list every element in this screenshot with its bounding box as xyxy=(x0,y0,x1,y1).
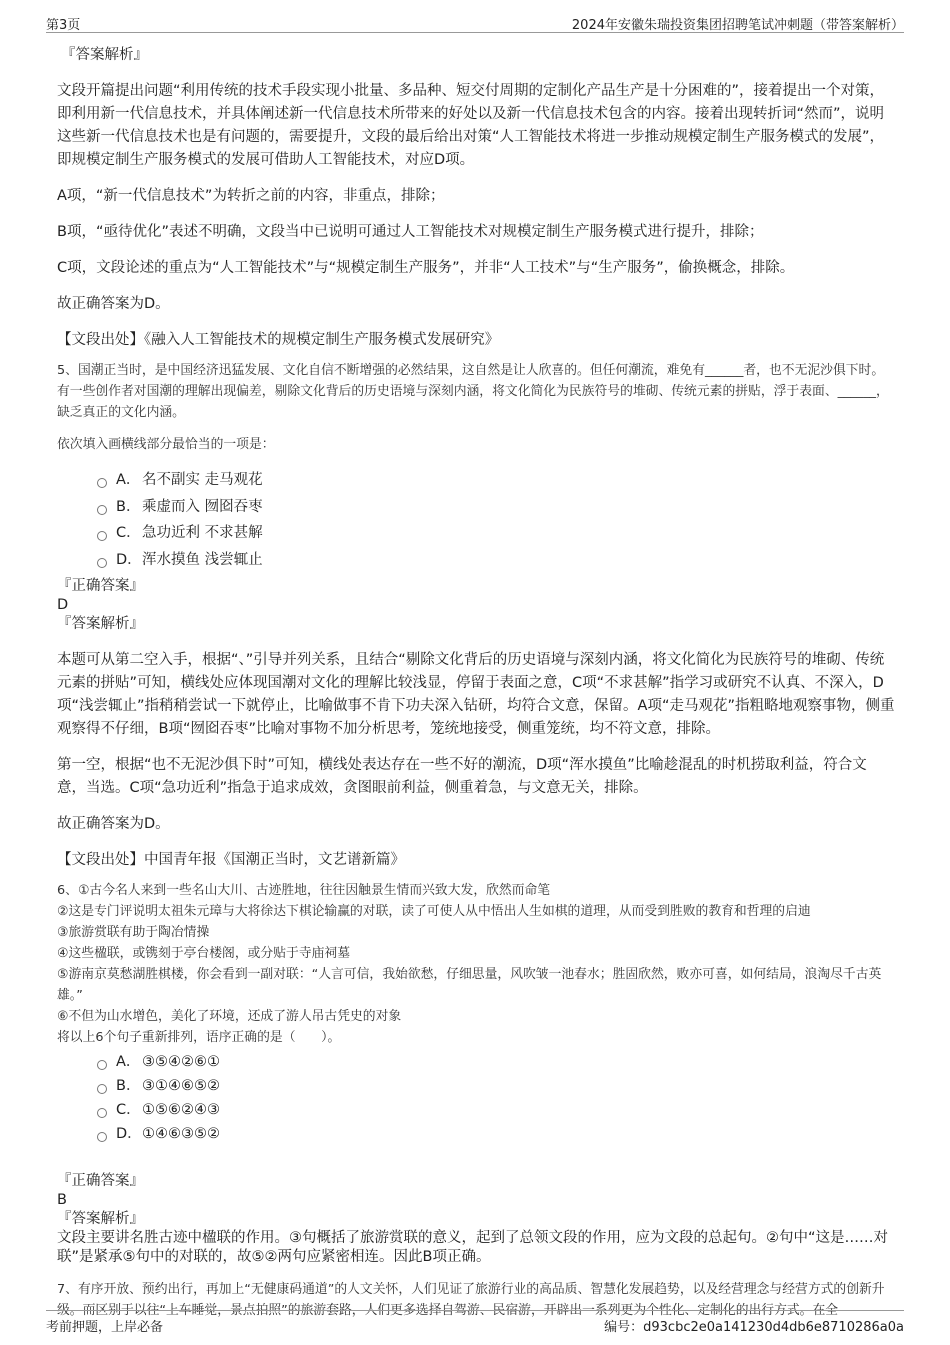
q6-sentence-5: ⑤游南京莫愁湖胜棋楼，你会看到一副对联：“人言可信，我始欲愁，仔细思量，风吹皱一池春水；胜固欣然，败亦可喜，如何结局，浪淘尽千古英雄。” xyxy=(57,967,882,1003)
q5-options xyxy=(57,467,895,573)
document-title: 2024年安徽朱瑞投资集团招聘笔试冲刺题（带答案解析） xyxy=(571,18,904,33)
q5-option-c[interactable]: C． 急功近利 不求甚解 xyxy=(97,520,895,547)
radio-icon[interactable] xyxy=(97,1108,107,1118)
q6-sentence-2: ②这是专门评说明太祖朱元璋与大将徐达下棋论输赢的对联，读了可使人从中悟出人生如棋的道理，从而受到胜败的教育和哲理的启迪 xyxy=(57,904,811,919)
q6-sentences xyxy=(57,880,895,1048)
q5-option-d[interactable]: D． 浑水摸鱼 浅尝辄止 xyxy=(97,547,895,574)
q6-answer-label: 『正确答案』 xyxy=(57,1173,144,1189)
radio-icon[interactable] xyxy=(97,1132,107,1142)
radio-icon[interactable] xyxy=(97,505,107,515)
q5-source: 【文段出处】中国青年报《国潮正当时，文艺谱新篇》 xyxy=(57,852,405,868)
q4-source: 【文段出处】《融入人工智能技术的规模定制生产服务模式发展研究》 xyxy=(57,332,500,348)
radio-icon[interactable] xyxy=(97,1084,107,1094)
q4-analysis-b: B项，“亟待优化”表述不明确，文段当中已说明可通过人工智能技术对规模定制生产服务模式进行提升，排除； xyxy=(57,224,764,240)
q5-analysis-paragraph-1: 本题可从第二空入手，根据“、”引导并列关系，且结合“剔除文化背后的历史语境与深刻内涵，将文化简化为民族符号的堆砌、传统元素的拼贴”可知，横线处应体现国潮对文化的理解比较浅显，停留于表面之意，C项“不求甚解”指学习或研究不认真、不深入，D项“浅尝辄止”指稍稍尝试一下就停止，比喻做事不肯下功夫深入钻研，均符合文意，保留。A项“走马观花”指粗略地观察事物，侧重观察得不仔细，B项“囫囵吞枣”比喻对事物不加分析思考，笼统地接受，侧重笼统，均不符文意，排除。 xyxy=(57,652,895,737)
q5-conclusion: 故正确答案为D。 xyxy=(57,816,170,832)
q6-sentence-3: ③旅游赏联有助于陶冶情操 xyxy=(57,925,210,940)
q4-conclusion: 故正确答案为D。 xyxy=(57,296,170,312)
document-body xyxy=(57,44,895,1321)
q4-analysis-label: 『答案解析』 xyxy=(61,47,148,63)
q7-stem: 7、有序开放、预约出行，再加上“无健康码通道”的人文关怀，人们见证了旅游行业的高品质、智慧化发展趋势，以及经营理念与经营方式的创新升级。而区别于以往“上车睡觉，景点拍照”的旅游套路，人们更多选择自驾游、民宿游，开辟出一系列更为个性化、定制化的出行方式。在全 xyxy=(57,1282,885,1318)
q4-analysis-c: C项，文段论述的重点为“人工智能技术”与“规模定制生产服务”，并非“人工技术”与“生产服务”，偷换概念，排除。 xyxy=(57,260,795,276)
q6-analysis-label: 『答案解析』 xyxy=(57,1211,144,1227)
q5-answer-label: 『正确答案』 xyxy=(57,578,144,594)
q6-option-a[interactable]: A． ③⑤④②⑥① xyxy=(97,1050,895,1074)
q6-analysis: 文段主要讲名胜古迹中楹联的作用。③句概括了旅游赏联的意义，起到了总领文段的作用，应为文段的总起句。②句中“这是……对联”是紧承⑤句中的对联的，故⑤②两句应紧密相连。因此B项正确。 xyxy=(57,1230,889,1265)
q4-analysis-a: A项，“新一代信息技术”为转折之前的内容，非重点，排除； xyxy=(57,188,445,204)
q5-prompt: 依次填入画横线部分最恰当的一项是： xyxy=(57,437,275,452)
q4-analysis-paragraph: 文段开篇提出问题“利用传统的技术手段实现小批量、多品种、短交付周期的定制化产品生产是十分困难的”，接着提出一个对策，即利用新一代信息技术，并具体阐述新一代信息技术所带来的好处以及新一代信息技术包含的内容。接着出现转折词“然而”，说明这些新一代信息技术也是有问题的，需要提升，文段的最后给出对策“人工智能技术将进一步推动规模定制生产服务模式的发展”，即规模定制生产服务模式的发展可借助人工智能技术，对应D项。 xyxy=(57,83,885,168)
q6-answer: B xyxy=(57,1192,67,1208)
q6-sentence-1: 6、①古今名人来到一些名山大川、古迹胜地，往往因触景生情而兴致大发，欣然而命笔 xyxy=(57,883,551,898)
radio-icon[interactable] xyxy=(97,531,107,541)
q5-option-b[interactable]: B． 乘虚而入 囫囵吞枣 xyxy=(97,494,895,521)
page-footer xyxy=(46,1310,904,1333)
q5-analysis-label: 『答案解析』 xyxy=(57,616,144,632)
q5-stem: 5、国潮正当时，是中国经济迅猛发展、文化自信不断增强的必然结果，这自然是让人欣喜的。但任何潮流，难免有______者，也不无泥沙俱下时。有一些创作者对国潮的理解出现偏差，剔除文化背后的历史语境与深刻内涵，将文化简化为民族符号的堆砌、传统元素的拼贴，浮于表面、______，缺乏真正的文化内涵。 xyxy=(57,363,889,420)
q6-option-c[interactable]: C． ①⑤⑥②④③ xyxy=(97,1098,895,1122)
footer-serial: 编号：d93cbc2e0a141230d4db6e8710286a0a xyxy=(604,1320,904,1335)
q6-sentence-6: ⑥不但为山水增色，美化了环境，还成了游人吊古凭史的对象 xyxy=(57,1009,402,1024)
q6-option-d[interactable]: D． ①④⑥③⑤② xyxy=(97,1122,895,1146)
q5-analysis-paragraph-2: 第一空，根据“也不无泥沙俱下时”可知，横线处表达存在一些不好的潮流，D项“浑水摸鱼”比喻趁混乱的时机捞取利益，符合文意，当选。C项“急功近利”指急于追求成效，贪图眼前利益，侧重着急，与文意无关，排除。 xyxy=(57,757,867,796)
radio-icon[interactable] xyxy=(97,1060,107,1070)
q6-options xyxy=(57,1050,895,1146)
radio-icon[interactable] xyxy=(97,478,107,488)
q6-option-b[interactable]: B． ③①④⑥⑤② xyxy=(97,1074,895,1098)
q5-option-a[interactable]: A． 名不副实 走马观花 xyxy=(97,467,895,494)
q5-answer: D xyxy=(57,597,69,613)
page-number: 第3页 xyxy=(46,18,81,33)
q6-prompt: 将以上6个句子重新排列，语序正确的是（ ）。 xyxy=(57,1030,341,1045)
radio-icon[interactable] xyxy=(97,558,107,568)
footer-slogan: 考前押题，上岸必备 xyxy=(46,1320,164,1335)
q6-sentence-4: ④这些楹联，或镌刻于亭台楼阁，或分贴于寺庙祠墓 xyxy=(57,946,351,961)
page-header xyxy=(46,10,904,33)
